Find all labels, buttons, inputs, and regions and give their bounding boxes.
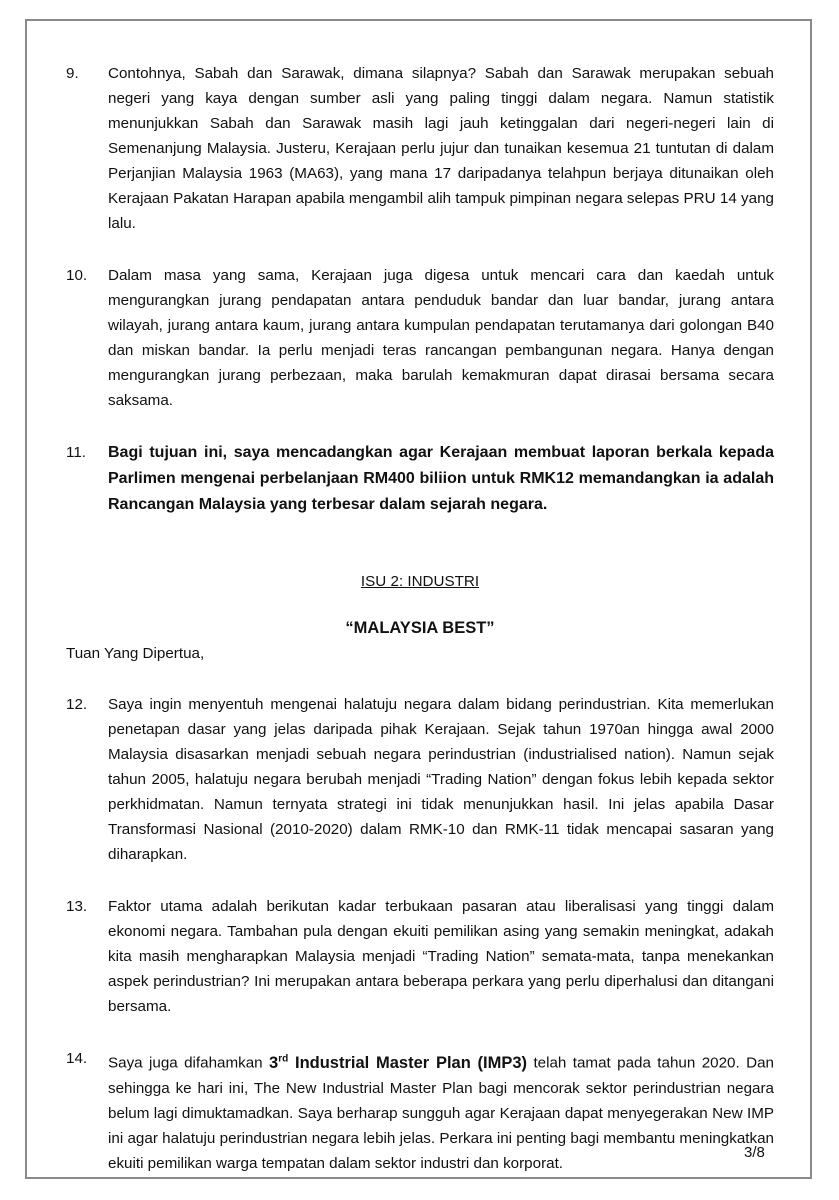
paragraph-number: 14. (66, 1050, 88, 1067)
paragraph-text: Saya ingin menyentuh mengenai halatuju negara dalam bidang perindustrian. Kita memerlukan penetapan dasar yang jelas daripada pihak Kerajaan. Sejak tahun 1970an hingga awal 2000 Malaysia disasarkan menjadi sebuah negara perindustrian (industrialised nation). Namun sejak tahun 2005, halatuju negara berubah menjadi “Trading Nation” dengan fokus lebih kepada sektor perkhidmatan. Namun ternyata strategi ini tidak menunjukkan hasil. Ini jelas apabila Dasar Transformasi Nasional (2010-2020) dalam RMK-10 dan RMK-11 tidak mencapai sasaran yang diharapkan. (108, 696, 774, 863)
paragraph-number: 13. (66, 898, 88, 915)
issue-heading: ISU 2: INDUSTRI (360, 573, 480, 590)
paragraph-number: 11. (66, 444, 86, 461)
paragraph-text: Contohnya, Sabah dan Sarawak, dimana silapnya? Sabah dan Sarawak merupakan sebuah negeri yang kaya dengan sumber asli yang paling tinggi dalam negara. Namun statistik menunjukkan Sabah dan Sarawak masih lagi jauh ketinggalan dari negeri-negeri lain di Semenanjung Malaysia. Justeru, Kerajaan perlu jujur dan tunaikan kesemua 21 tuntutan di dalam Perjanjian Malaysia 1963 (MA63), yang mana 17 daripadanya telahpun berjaya ditunaikan oleh Kerajaan Pakatan Harapan apabila mengambil alih tampuk pimpinan negara selepas PRU 14 yang lalu. (108, 65, 774, 232)
imp3-ordinal-suffix: rd (278, 1053, 289, 1064)
document-body (66, 61, 774, 1176)
paragraph-14 (66, 1046, 774, 1176)
paragraph-text-bold: Bagi tujuan ini, saya mencadangkan agar Kerajaan membuat laporan berkala kepada Parlimen mengenai perbelanjaan RM400 biliion untuk RMK12 memandangkan ia adalah Rancangan Malaysia yang terbesar dalam sejarah negara. (108, 444, 774, 513)
section-subheading: “MALAYSIA BEST” (345, 619, 495, 637)
paragraph-13 (66, 894, 774, 1019)
paragraph-text-before: Saya juga difahamkan (108, 1054, 263, 1072)
paragraph-12 (66, 692, 774, 867)
paragraph-10 (66, 263, 774, 413)
paragraph-text: Faktor utama adalah berikutan kadar terbukaan pasaran atau liberalisasi yang tinggi dalam ekonomi negara. Tambahan pula dengan ekuiti pemilikan asing yang semakin meningkat, adakah kita masih mengharapkan Malaysia menjadi “Trading Nation” semata-mata, tanpa menekankan aspek perindustrian? Ini merupakan antara beberapa perkara yang perlu diperhalusi dan ditangani bersama. (108, 898, 774, 1015)
salutation: Tuan Yang Dipertua, (66, 645, 205, 662)
paragraph-text: Dalam masa yang sama, Kerajaan juga digesa untuk mencari cara dan kaedah untuk mengurangkan jurang pendapatan antara penduduk bandar dan luar bandar, jurang antara wilayah, jurang antara kaum, jurang antara kumpulan pendapatan terutamanya dari golongan B40 dan miskan bandar. Ia perlu menjadi teras rancangan pembangunan negara. Hanya dengan mengurangkan jurang perbezaan, maka barulah kemakmuran dapat dirasai bersama secara saksama. (108, 267, 774, 409)
imp3-name: Industrial Master Plan (IMP3) (294, 1053, 528, 1072)
paragraph-text (108, 1046, 774, 1176)
paragraph-text-after: telah tamat pada tahun 2020. Dan sehingga ke hari ini, The New Industrial Master Plan bagi mencorak sektor perindustrian negara belum lagi dimuktamadkan. Saya berharap sungguh agar Kerajaan dapat menyegerakan New IMP ini agar halatuju perindustrian negara lebih jelas. Perkara ini penting bagi membantu meningkatkan ekuiti pemilikan warga tempatan dalam sektor industri dan korporat. (108, 1054, 774, 1172)
paragraph-number: 12. (66, 696, 88, 713)
paragraph-11 (66, 440, 774, 518)
imp3-ordinal: 3 (269, 1053, 279, 1072)
page-number: 3/8 (744, 1144, 765, 1161)
paragraph-number: 10. (66, 267, 88, 284)
paragraph-9 (66, 61, 774, 236)
imp3-title (269, 1054, 527, 1072)
paragraph-number: 9. (66, 65, 79, 82)
